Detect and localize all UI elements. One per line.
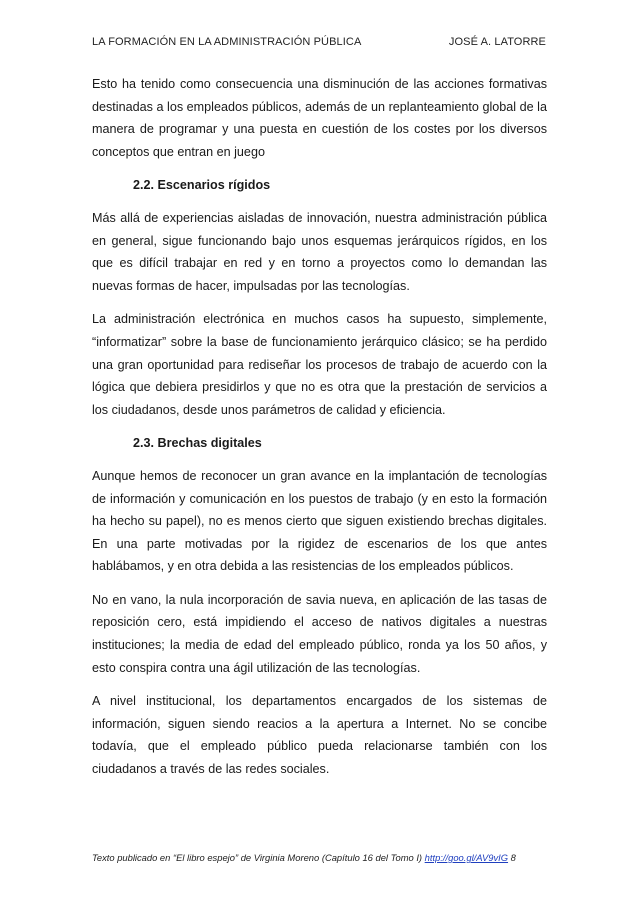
page-number: 8	[508, 852, 516, 863]
header-author: JOSÉ A. LATORRE	[448, 36, 546, 48]
document-body	[92, 73, 547, 792]
paragraph-digital-gaps: Aunque hemos de reconocer un gran avance en la implantación de tecnologías de información y comunicación en los puestos de trabajo (y en esto la formación ha hecho su papel), no es menos cierto que siguen existiendo brechas digitales. En una parte motivadas por la rigidez de escenarios de los que antes hablábamos, y en otra debida a las resistencias de los empleados públicos.	[92, 468, 547, 574]
page-footer	[92, 852, 562, 863]
header-title: LA FORMACIÓN EN LA ADMINISTRACIÓN PÚBLICA	[92, 36, 362, 48]
section-heading-brechas-digitales: 2.3. Brechas digitales	[133, 436, 262, 451]
paragraph-e-administration: La administración electrónica en muchos casos ha supuesto, simplemente, “informatizar” sobre la base de funcionamiento jerárquico clásico; se ha perdido una gran oportunidad para rediseñar los procesos de trabajo de acuerdo con la lógica que debiera presidirlos y que no es otra que la prestación de servicios a los ciudadanos, desde unos parámetros de calidad y eficiencia.	[92, 312, 547, 417]
footer-link[interactable]: http://goo.gl/AV9vIG	[424, 852, 509, 863]
paragraph-consequences: Esto ha tenido como consecuencia una disminución de las acciones formativas destinadas a los empleados públicos, además de un replanteamiento global de la manera de programar y una puesta en cuestión de los costes por los diversos conceptos que entran en juego	[92, 77, 547, 159]
section-heading-escenarios-rigidos: 2.2. Escenarios rígidos	[133, 178, 271, 193]
paragraph-institutional-level: A nivel institucional, los departamentos encargados de los sistemas de información, siguen siendo reacios a la apertura a Internet. No se concibe todavía, que el empleado público pueda relacionarse también con los ciudadanos a través de las redes sociales.	[92, 694, 547, 777]
footer-citation: Texto publicado en “El libro espejo” de Virginia Moreno (Capítulo 16 del Tomo I)	[92, 852, 425, 863]
paragraph-rigid-scenarios: Más allá de experiencias aisladas de innovación, nuestra administración pública en general, sigue funcionando bajo unos esquemas jerárquicos rígidos, en los que es difícil trabajar en red y en torno a proyectos como lo demandan las nuevas formas de hacer, impulsadas por las tecnologías.	[92, 210, 547, 293]
paragraph-replacement-rate: No en vano, la nula incorporación de savia nueva, en aplicación de las tasas de reposición cero, está impidiendo el acceso de nativos digitales a nuestras instituciones; la media de edad del empleado público, ronda ya los 50 años, y esto conspira contra una ágil utilización de las tecnologías.	[92, 592, 547, 675]
